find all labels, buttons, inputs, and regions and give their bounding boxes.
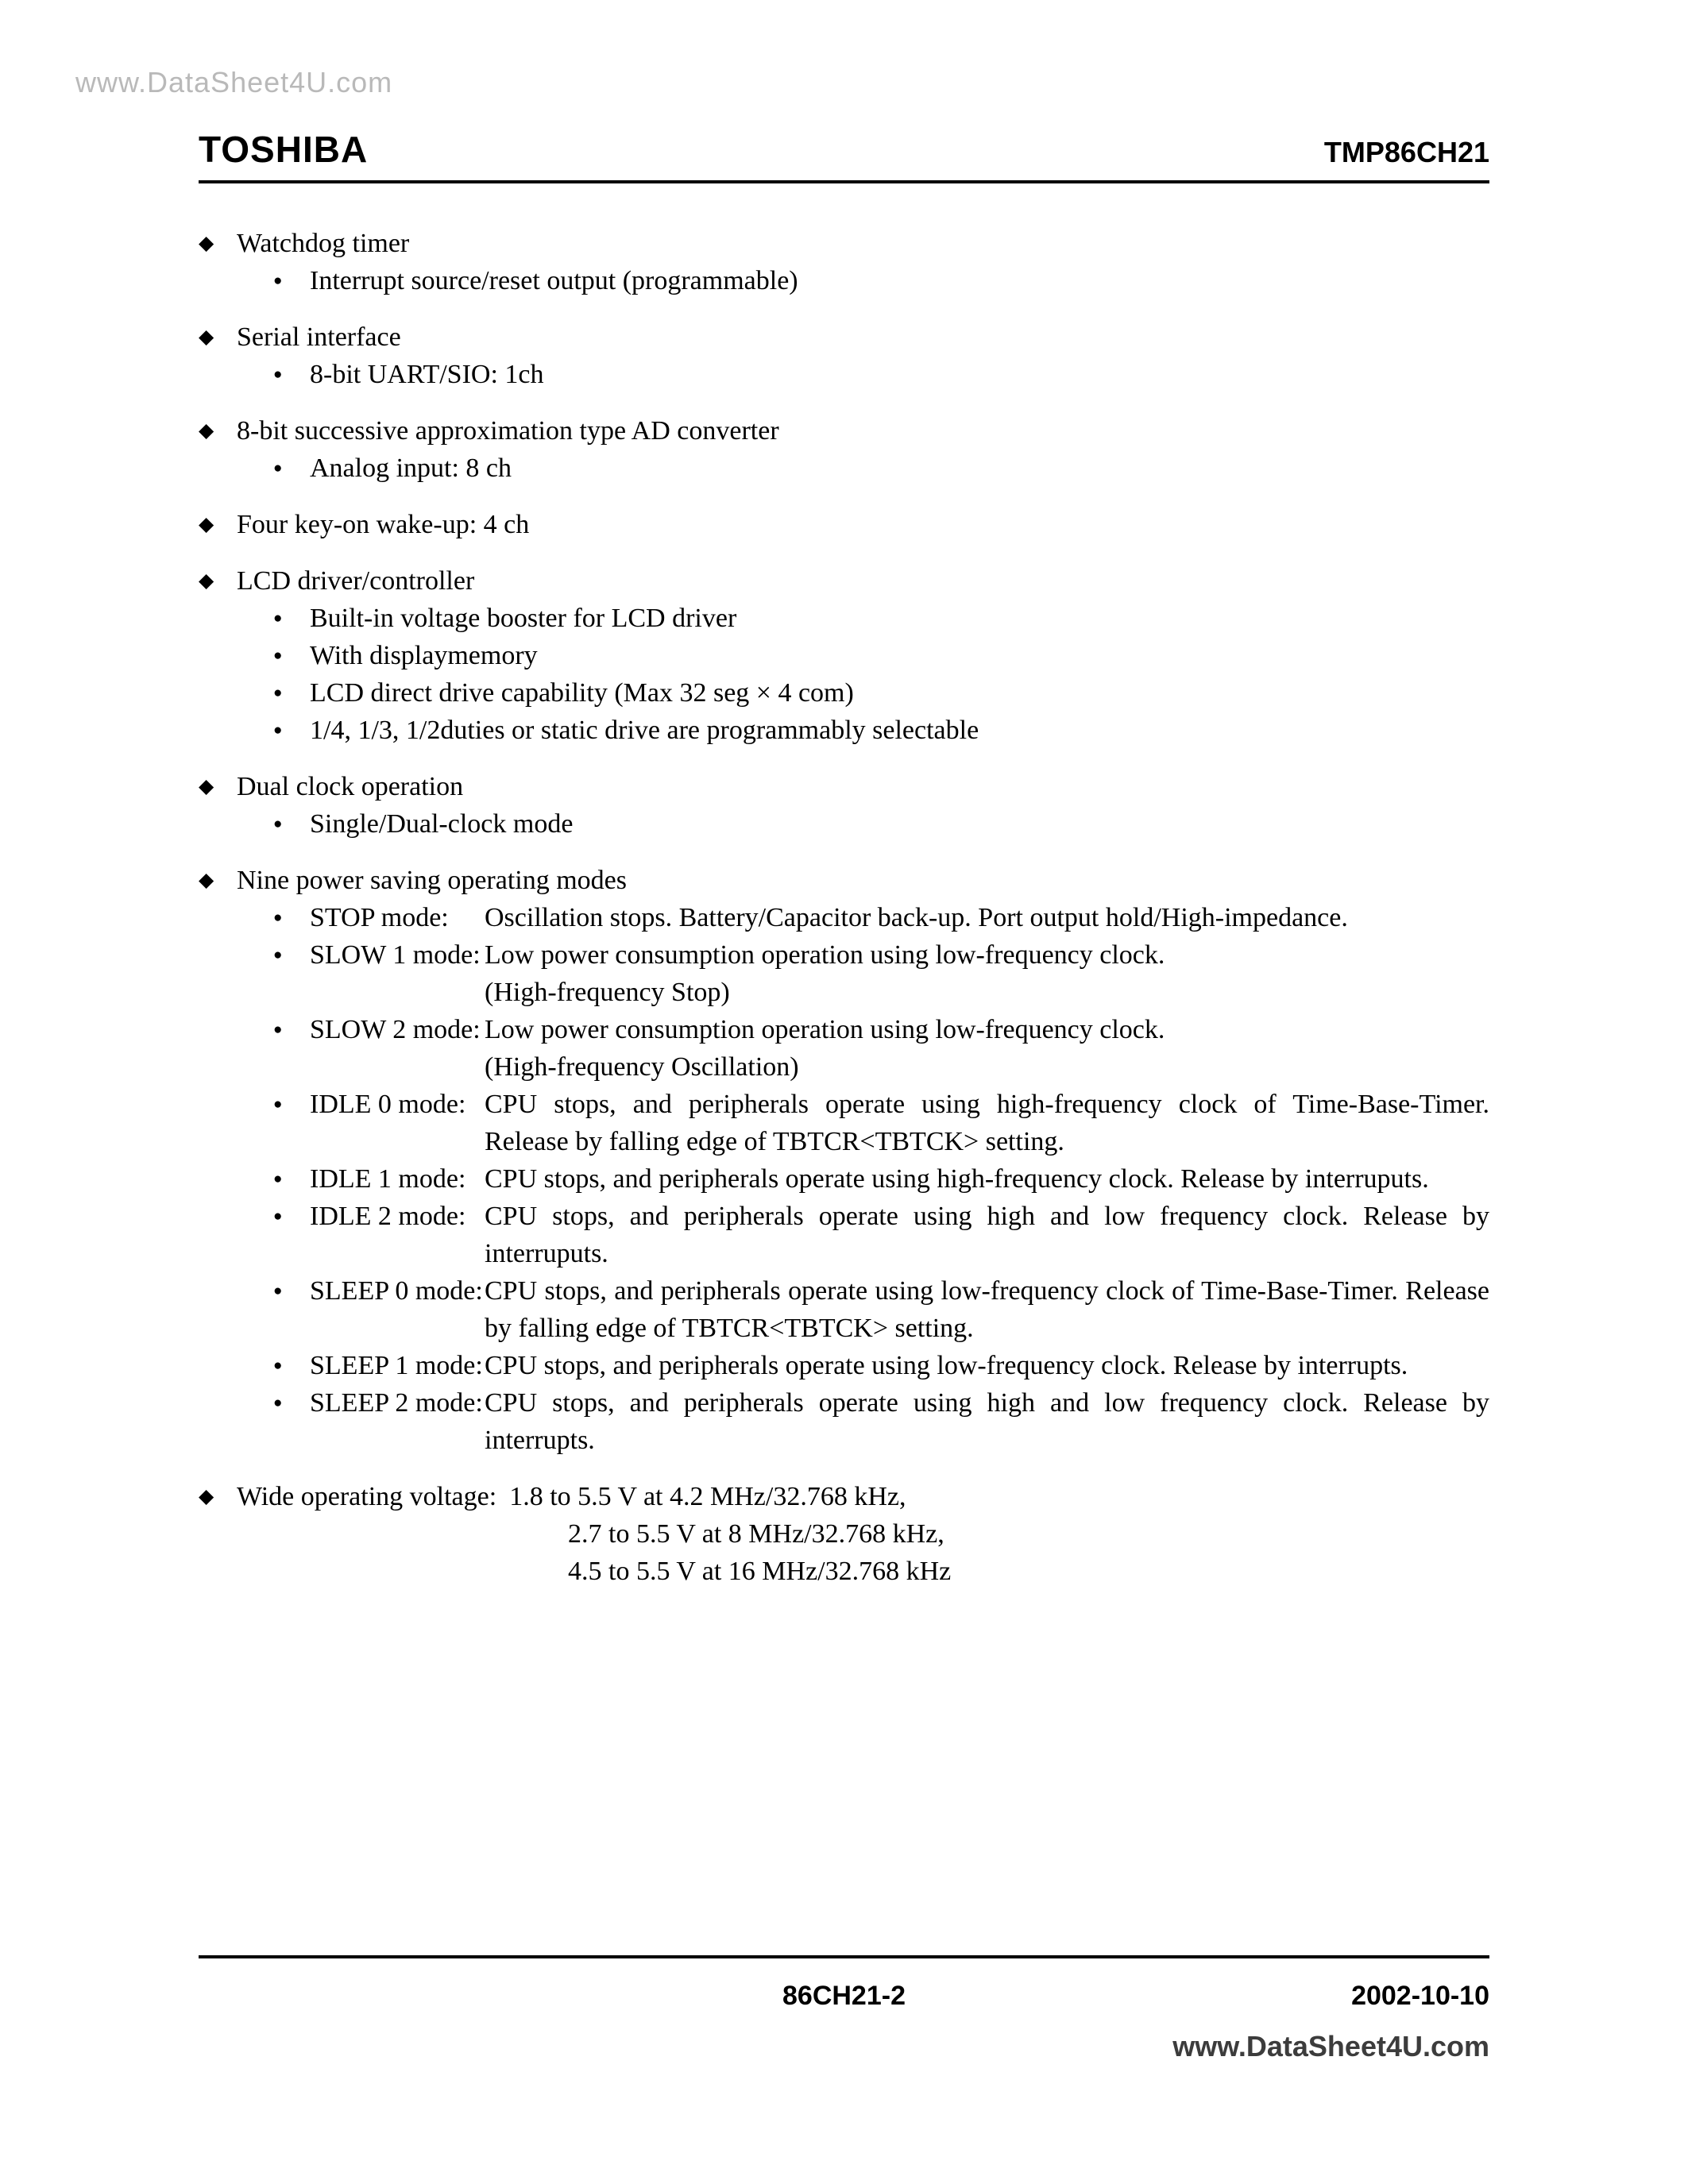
dot-bullet-icon: ●	[273, 647, 283, 664]
dot-bullet-icon: ●	[273, 366, 283, 383]
feature-section-serial	[199, 318, 1489, 393]
brand-logo: TOSHIBA	[199, 129, 369, 170]
mode-label: SLOW 1 mode:	[310, 940, 481, 970]
diamond-bullet-icon: ◆	[199, 1486, 214, 1507]
mode-label: STOP mode:	[310, 903, 449, 932]
feature-item-text: Interrupt source/reset output (programmable)	[310, 266, 798, 295]
dot-bullet-icon: ●	[273, 1357, 283, 1374]
diamond-bullet-icon: ◆	[199, 233, 214, 254]
feature-item	[199, 805, 1489, 843]
document-code: 86CH21-2	[782, 1981, 906, 2011]
feature-item	[199, 356, 1489, 393]
voltage-line-2: 2.7 to 5.5 V at 8 MHz/32.768 kHz,	[568, 1519, 944, 1549]
dot-bullet-icon: ●	[273, 1283, 283, 1299]
feature-section-powersave	[199, 862, 1489, 1459]
feature-title: Serial interface	[237, 322, 401, 352]
feature-title-row	[199, 225, 1489, 262]
mode-description-line1: Low power consumption operation using low-frequency clock.	[485, 1015, 1165, 1044]
mode-description: CPU stops, and peripherals operate using high-frequency clock. Release by interruputs.	[485, 1164, 1429, 1194]
feature-item	[199, 637, 1489, 674]
feature-title: Dual clock operation	[237, 772, 464, 801]
dot-bullet-icon: ●	[273, 610, 283, 627]
footer-rule	[199, 1955, 1489, 1958]
voltage-line-3: 4.5 to 5.5 V at 16 MHz/32.768 kHz	[568, 1557, 952, 1586]
mode-description: CPU stops, and peripherals operate using low-frequency clock. Release by interrupts.	[485, 1351, 1408, 1380]
feature-item	[199, 712, 1489, 749]
mode-label: SLOW 2 mode:	[310, 1015, 481, 1044]
feature-item-text: Single/Dual-clock mode	[310, 809, 574, 839]
mode-row-sleep0	[199, 1272, 1489, 1347]
watermark-bottom: www.DataSheet4U.com	[1172, 2030, 1489, 2062]
diamond-bullet-icon: ◆	[199, 870, 214, 891]
diamond-bullet-icon: ◆	[199, 326, 214, 348]
dot-bullet-icon: ●	[273, 1096, 283, 1113]
feature-title: Nine power saving operating modes	[237, 866, 627, 895]
diamond-bullet-icon: ◆	[199, 420, 214, 442]
feature-title-row	[199, 768, 1489, 805]
dot-bullet-icon: ●	[273, 909, 283, 926]
feature-title: LCD driver/controller	[237, 566, 475, 596]
page-footer	[199, 1955, 1489, 2065]
feature-section-lcd	[199, 562, 1489, 749]
feature-item	[199, 262, 1489, 299]
feature-item-text: 1/4, 1/3, 1/2duties or static drive are programmably selectable	[310, 716, 979, 745]
feature-title: Wide operating voltage:	[237, 1482, 497, 1511]
feature-list	[0, 183, 1688, 1590]
feature-item-text: Built-in voltage booster for LCD driver	[310, 604, 737, 633]
feature-title-row	[199, 318, 1489, 356]
feature-title: 8-bit successive approximation type AD converter	[237, 416, 779, 446]
dot-bullet-icon: ●	[273, 722, 283, 739]
feature-item-text: Analog input: 8 ch	[310, 453, 512, 483]
footer-row	[199, 1978, 1489, 2015]
feature-title-row	[199, 412, 1489, 450]
feature-item	[199, 450, 1489, 487]
feature-item-text: LCD direct drive capability (Max 32 seg × 4 com)	[310, 678, 854, 708]
feature-title-row	[199, 862, 1489, 899]
document-date: 2002-10-10	[1351, 1981, 1489, 2011]
mode-description	[485, 1011, 1489, 1086]
feature-item-text: With displaymemory	[310, 641, 538, 670]
feature-title: Four key-on wake-up: 4 ch	[237, 510, 530, 539]
mode-description	[485, 936, 1489, 1011]
watermark-top: www.DataSheet4U.com	[75, 66, 393, 98]
mode-description-line1: Low power consumption operation using low-frequency clock.	[485, 940, 1165, 970]
feature-title-row	[199, 562, 1489, 600]
feature-item	[199, 600, 1489, 637]
feature-title-row	[199, 1478, 1489, 1515]
feature-item-text: 8-bit UART/SIO: 1ch	[310, 360, 544, 389]
mode-row-slow2	[199, 1011, 1489, 1086]
diamond-bullet-icon: ◆	[199, 514, 214, 535]
feature-section-adc	[199, 412, 1489, 487]
mode-description: CPU stops, and peripherals operate using high and low frequency clock. Release by interruputs.	[485, 1202, 1489, 1268]
dot-bullet-icon: ●	[273, 1208, 283, 1225]
mode-label: SLEEP 1 mode:	[310, 1351, 483, 1380]
dot-bullet-icon: ●	[273, 685, 283, 701]
mode-row-sleep2	[199, 1384, 1489, 1459]
mode-description: CPU stops, and peripherals operate using high and low frequency clock. Release by interrupts.	[485, 1388, 1489, 1455]
mode-label: IDLE 0 mode:	[310, 1090, 466, 1119]
dot-bullet-icon: ●	[273, 1395, 283, 1411]
feature-section-dualclock	[199, 768, 1489, 843]
mode-row-idle1	[199, 1160, 1489, 1198]
feature-section-watchdog	[199, 225, 1489, 299]
mode-row-idle2	[199, 1198, 1489, 1272]
feature-item	[199, 674, 1489, 712]
feature-section-voltage	[199, 1478, 1489, 1590]
mode-label: SLEEP 0 mode:	[310, 1276, 483, 1306]
mode-description-line2: (High-frequency Oscillation)	[485, 1052, 799, 1082]
dot-bullet-icon: ●	[273, 947, 283, 963]
feature-title-row	[199, 506, 1489, 543]
mode-row-slow1	[199, 936, 1489, 1011]
voltage-line-1: 1.8 to 5.5 V at 4.2 MHz/32.768 kHz,	[509, 1482, 906, 1511]
dot-bullet-icon: ●	[273, 1021, 283, 1038]
mode-row-sleep1	[199, 1347, 1489, 1384]
diamond-bullet-icon: ◆	[199, 570, 214, 592]
feature-title: Watchdog timer	[237, 229, 410, 258]
dot-bullet-icon: ●	[273, 272, 283, 289]
feature-section-keyon	[199, 506, 1489, 543]
part-number: TMP86CH21	[1323, 136, 1489, 168]
mode-label: IDLE 2 mode:	[310, 1202, 466, 1231]
diamond-bullet-icon: ◆	[199, 776, 214, 797]
mode-description: CPU stops, and peripherals operate using high-frequency clock of Time-Base-Timer. Release by falling edge of TBTCR<TBTCK> setting.	[485, 1090, 1489, 1156]
mode-description: CPU stops, and peripherals operate using low-frequency clock of Time-Base-Timer. Release by falling edge of TBTCR<TBTCK> setting.	[485, 1276, 1489, 1343]
mode-row-idle0	[199, 1086, 1489, 1160]
mode-label: SLEEP 2 mode:	[310, 1388, 483, 1418]
mode-row-stop	[199, 899, 1489, 936]
dot-bullet-icon: ●	[273, 1171, 283, 1187]
mode-description: Oscillation stops. Battery/Capacitor back-up. Port output hold/High-impedance.	[485, 903, 1348, 932]
dot-bullet-icon: ●	[273, 460, 283, 477]
mode-description-line2: (High-frequency Stop)	[485, 978, 730, 1007]
mode-label: IDLE 1 mode:	[310, 1164, 466, 1194]
dot-bullet-icon: ●	[273, 816, 283, 832]
